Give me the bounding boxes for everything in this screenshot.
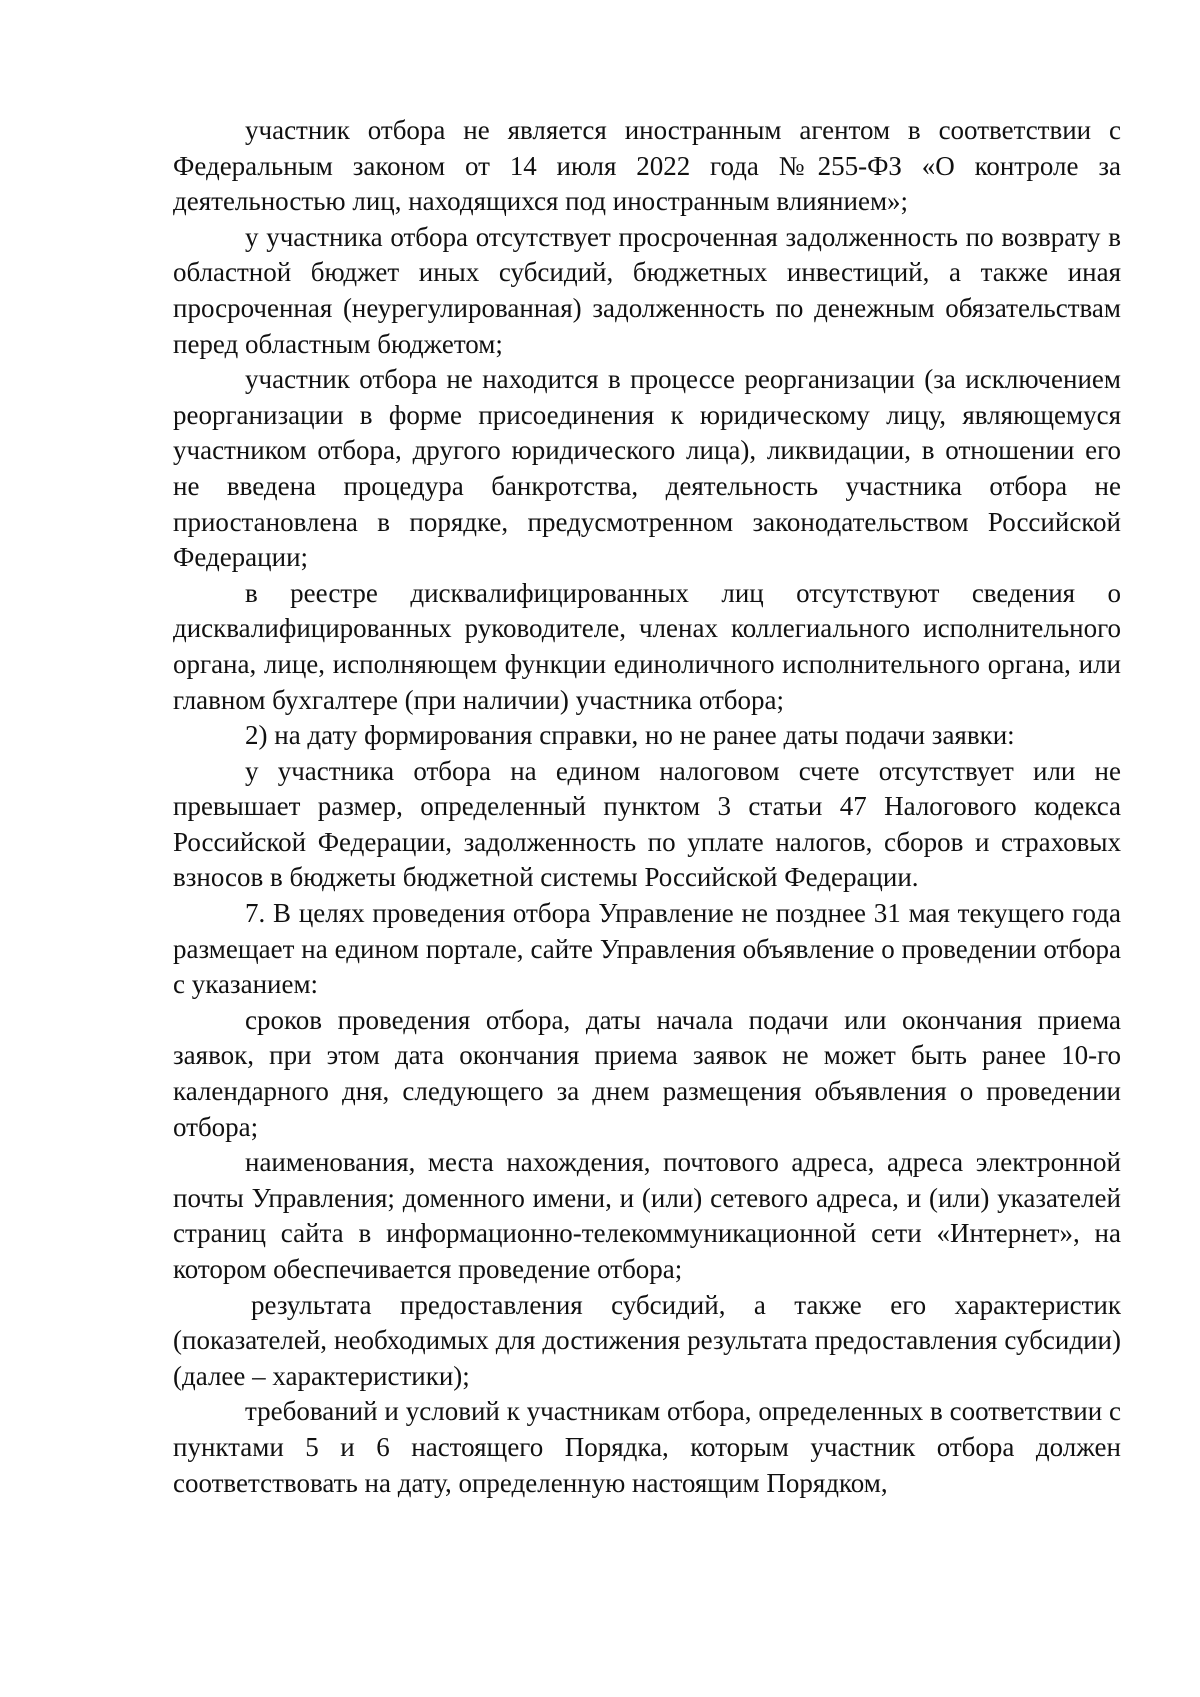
paragraph-disqualified-persons: в реестре дисквалифицированных лиц отсутствуют сведения о дисквалифицированных руководителе, членах коллегиального исполнительного органа, лице, исполняющем функции единоличного исполнительного органа, или главном бухгалтере (при наличии) участника отбора; — [173, 577, 1121, 715]
paragraph-selection-dates: сроков проведения отбора, даты начала подачи или окончания приема заявок, при этом дата окончания приема заявок не может быть ранее 10-го календарного дня, следующего за днем размещения объявления о проведении отбора; — [173, 1004, 1121, 1142]
paragraph-overdue-debt: у участника отбора отсутствует просроченная задолженность по возврату в областной бюджет иных субсидий, бюджетных инвестиций, а также иная просроченная (неурегулированная) задолженность по денежным обязательствам перед областным бюджетом; — [173, 221, 1121, 359]
document-page — [173, 113, 1121, 1501]
paragraph-subsidy-result: результата предоставления субсидий, а также его характеристик (показателей, необходимых для достижения результата предоставления субсидии) (далее – характеристики); — [173, 1289, 1121, 1391]
paragraph-contact-details: наименования, места нахождения, почтового адреса, адреса электронной почты Управления; доменного имени, и (или) сетевого адреса, и (или) указателей страниц сайта в информационно-телекоммуникационной сети «Интернет», на котором обеспечивается проведение отбора; — [173, 1147, 1121, 1284]
paragraph-item-7: 7. В целях проведения отбора Управление не позднее 31 мая текущего года размещает на едином портале, сайте Управления объявление о проведении отбора с указанием: — [173, 898, 1121, 1000]
paragraph-requirements: требований и условий к участникам отбора, определенных в соответствии с пунктами 5 и 6 настоящего Порядка, которым участник отбора должен соответствовать на дату, определенную настоящим Порядком, — [173, 1396, 1121, 1498]
paragraph-tax-debt: у участника отбора на едином налоговом счете отсутствует или не превышает размер, определенный пунктом 3 статьи 47 Налогового кодекса Российской Федерации, задолженность по уплате налогов, сборов и страховых взносов в бюджеты бюджетной системы Российской Федерации. — [173, 755, 1121, 893]
paragraph-reorganization: участник отбора не находится в процессе реорганизации (за исключением реорганизации в форме присоединения к юридическому лицу, являющемуся участником отбора, другого юридического лица), ликвидации, в отношении его не введена процедура банкротства, деятельность участника отбора не приостановлена в порядке, предусмотренном законодательством Российской Федерации; — [173, 364, 1121, 573]
paragraph-foreign-agent: участник отбора не является иностранным агентом в соответствии с Федеральным законом от 14 июля 2022 года №255-ФЗ «О контроле за деятельностью лиц, находящихся под иностранным влиянием»; — [173, 115, 1121, 217]
paragraph-certificate-date: 2) на дату формирования справки, но не ранее даты подачи заявки: — [245, 720, 1015, 751]
